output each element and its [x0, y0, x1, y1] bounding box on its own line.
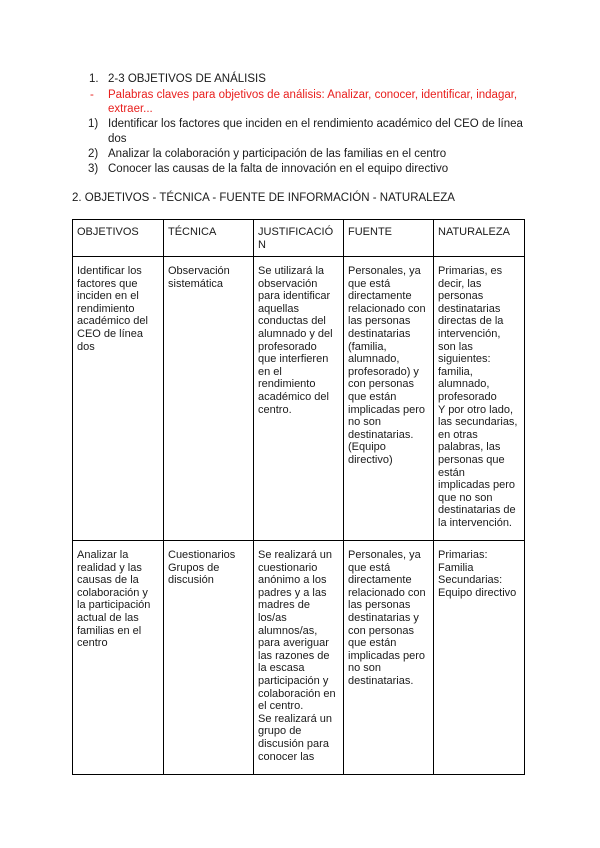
objective-text-3: Conocer las causas de la falta de innovación en el equipo directivo [108, 163, 449, 175]
list-heading [89, 72, 99, 86]
cell-tecnica: Cuestionarios Grupos de discusión [164, 541, 254, 775]
objective-number-1: 1) [88, 118, 99, 130]
table-row [73, 541, 525, 775]
keywords-line-2: extraer... [108, 103, 153, 115]
header-tecnica: TÉCNICA [164, 220, 254, 257]
table-header-row [73, 220, 525, 257]
objective-number-2: 2) [88, 148, 99, 160]
objective-text-2: Analizar la colaboración y participación de las familias en el centro [108, 148, 447, 160]
objective-number-3: 3) [88, 163, 99, 175]
list-number: 1. [89, 73, 99, 85]
cell-objetivo: Identificar los factores que inciden en el rendimiento académico del CEO de línea dos [73, 257, 164, 541]
table-row [73, 257, 525, 541]
cell-objetivo: Analizar la realidad y las causas de la colaboración y la participación actual de las familias en el centro [73, 541, 164, 775]
keywords-bullet: - [90, 89, 94, 101]
list-heading-title: 2-3 OBJETIVOS DE ANÁLISIS [108, 73, 266, 85]
cell-naturaleza: Primarias: Familia Secundarias: Equipo directivo [434, 541, 525, 775]
header-objetivos: OBJETIVOS [73, 220, 164, 257]
objective-text-1a: Identificar los factores que inciden en el rendimiento académico del CEO de línea [108, 118, 523, 130]
header-naturaleza: NATURALEZA [434, 220, 525, 257]
cell-fuente: Personales, ya que está directamente relacionado con las personas destinatarias (familia, alumnado, profesorado) y con personas que están implicadas pero no son destinatarias. (Equipo directivo) [344, 257, 434, 541]
objective-text-1b: dos [108, 133, 127, 145]
cell-tecnica: Observación sistemática [164, 257, 254, 541]
header-justificacion: JUSTIFICACIÓ N [254, 220, 344, 257]
header-fuente: FUENTE [344, 220, 434, 257]
cell-fuente: Personales, ya que está directamente relacionado con las personas destinatarias y con personas que están implicadas pero no son destinatarias. [344, 541, 434, 775]
objectives-table [72, 219, 525, 775]
cell-justificacion: Se utilizará la observación para identificar aquellas conductas del alumnado y del profesorado que interfieren en el rendimiento académico del centro. [254, 257, 344, 541]
keywords-line-1: Palabras claves para objetivos de análisis: Analizar, conocer, identificar, indagar, [108, 89, 518, 101]
section-title: 2. OBJETIVOS - TÉCNICA - FUENTE DE INFORMACIÓN - NATURALEZA [72, 192, 455, 204]
cell-justificacion: Se realizará un cuestionario anónimo a los padres y a las madres de los/as alumnos/as, para averiguar las razones de la escasa participación y colaboración en el centro. Se realizará un grupo de discusión para conocer las [254, 541, 344, 775]
cell-naturaleza: Primarias, es decir, las personas destinatarias directas de la intervención, son las siguientes: familia, alumnado, profesorado Y por otro lado, las secundarias, en otras palabras, las personas que están implicadas pero que no son destinatarias de la intervención. [434, 257, 525, 541]
